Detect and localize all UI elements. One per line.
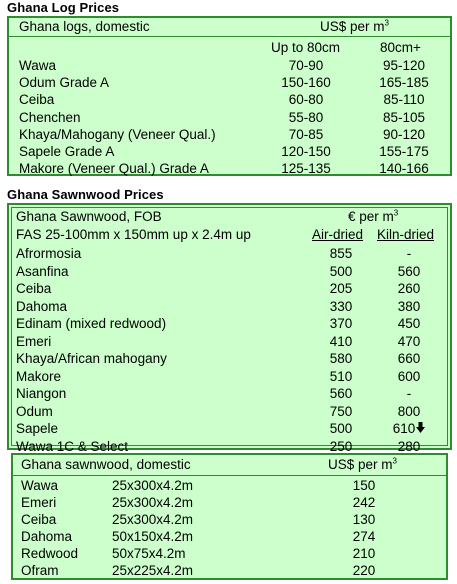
saw-col2-header: Kiln-dried: [377, 227, 435, 242]
saw-row-air: 580: [329, 351, 353, 366]
log-row-col2: 85-110: [383, 92, 425, 108]
saw-row-kiln-cell: [380, 368, 438, 386]
saw-row-kiln: 260: [397, 281, 421, 296]
saw-row-kiln: 560: [397, 263, 421, 279]
log-row: [9, 74, 450, 92]
saw-row-name: Edinam (mixed redwood): [16, 316, 167, 331]
log-row-col1: 70-90: [288, 58, 324, 73]
log-row-col1: 150-160: [281, 75, 331, 91]
saw-row-name: Makore: [16, 368, 62, 384]
saw-row-air: 855: [329, 246, 353, 261]
dom-row-price: 210: [352, 546, 376, 561]
log-row-name: Wawa: [19, 58, 57, 73]
saw-row-name: Emeri: [16, 333, 52, 349]
saw-row-air: 500: [329, 263, 353, 279]
saw-row-air: 250: [329, 438, 353, 454]
saw-row-kiln-cell: [380, 245, 438, 263]
saw-row-kiln-cell: [380, 333, 438, 351]
dom-header-row: [13, 456, 446, 474]
dom-row-price: 274: [352, 529, 376, 544]
saw-row-name: Sapele: [16, 421, 59, 436]
dom-row: [13, 528, 446, 546]
saw-row-air: 750: [329, 403, 353, 419]
dom-row-size: 25x300x4.2m: [112, 495, 194, 510]
dom-row-size: 25x225x4.2m: [112, 563, 194, 578]
saw-row-kiln-cell: [380, 403, 438, 421]
saw-col1-header: Air-dried: [312, 227, 364, 242]
dom-row: [13, 511, 446, 529]
saw-header-row: [12, 208, 447, 226]
log-header-row: [9, 18, 450, 36]
saw-row-air: 330: [329, 298, 353, 314]
log-row-col1: 125-135: [281, 161, 331, 177]
log-row-name: Khaya/Mahogany (Veneer Qual.): [19, 126, 216, 142]
saw-row-air: 370: [329, 316, 353, 331]
saw-row-name: Dahoma: [16, 298, 68, 314]
log-row-name: Ceiba: [19, 92, 55, 108]
log-header-label: Ghana logs, domestic: [19, 19, 150, 34]
dom-currency: US$ per $m^3$: [328, 456, 397, 472]
saw-spec-row: [12, 226, 447, 244]
saw-row-kiln-cell: [380, 315, 438, 333]
sawnwood-prices-title: Ghana Sawnwood Prices: [7, 187, 164, 202]
saw-row-kiln: 470: [397, 333, 421, 349]
dom-row-size: 25x300x4.2m: [112, 512, 194, 527]
log-col2-header: 80cm+: [380, 40, 421, 55]
dom-row-size: 50x150x4.2m: [112, 529, 194, 544]
saw-row-kiln: 450: [397, 316, 421, 331]
log-row-col2: 165-185: [379, 75, 429, 91]
saw-header-label: Ghana Sawnwood, FOB: [16, 209, 162, 224]
dom-row-name: Emeri: [21, 495, 57, 510]
saw-row-kiln-cell: [380, 350, 438, 368]
dom-row: [13, 545, 446, 563]
dom-row-name: Dahoma: [21, 529, 73, 544]
dom-header-label: Ghana sawnwood, domestic: [21, 457, 191, 472]
saw-row-kiln: 280: [397, 438, 421, 454]
dom-row-price: 220: [352, 563, 376, 578]
saw-row-kiln: 660: [397, 351, 421, 366]
saw-row: [12, 263, 447, 281]
saw-spec: FAS 25-100mm x 150mm up x 2.4m up: [16, 227, 251, 242]
saw-row: [12, 333, 447, 351]
saw-row: [12, 385, 447, 403]
sawnwood-prices-box: [7, 203, 452, 454]
saw-row-air: 510: [329, 368, 353, 384]
log-row-col2: 140-166: [379, 161, 429, 177]
dom-row-name: Ofram: [21, 563, 59, 578]
saw-row-kiln-cell: [380, 280, 438, 298]
log-row-name: Sapele Grade A: [19, 144, 115, 159]
dom-row: [13, 494, 446, 512]
dom-row: [13, 562, 446, 580]
log-row-col2: 85-105: [382, 109, 426, 125]
saw-row: [12, 315, 447, 333]
log-currency: US$ per $m^3$: [320, 18, 389, 34]
log-prices-title: Ghana Log Prices: [7, 0, 120, 15]
log-row-col2: 95-120: [382, 58, 426, 73]
log-row: [9, 143, 450, 161]
log-row: [9, 91, 450, 109]
saw-row-air: 205: [329, 281, 353, 296]
saw-row-kiln-cell: [380, 420, 438, 438]
log-row-name: Chenchen: [19, 109, 81, 125]
log-row-col2: 90-120: [382, 126, 426, 142]
saw-row: [12, 403, 447, 421]
saw-row-air: 410: [329, 333, 353, 349]
saw-row: [12, 420, 447, 438]
saw-row-kiln: 600: [397, 368, 421, 384]
log-row: [9, 126, 450, 144]
saw-row-name: Afrormosia: [16, 246, 82, 261]
log-col-header-row: [9, 39, 450, 57]
dom-row-name: Wawa: [21, 478, 59, 493]
log-row-col1: 120-150: [281, 144, 331, 159]
down-arrow-icon: [416, 420, 425, 438]
sawnwood-prices-table: [11, 207, 448, 454]
dom-row-price: 130: [352, 512, 376, 527]
saw-row-name: Khaya/African mahogany: [16, 351, 167, 366]
saw-row: [12, 280, 447, 298]
dom-row-size: 25x300x4.2m: [112, 478, 194, 493]
dom-row: [13, 477, 446, 495]
saw-row-kiln-cell: [380, 385, 438, 403]
saw-row-air: 560: [329, 386, 353, 401]
log-row-col1: 70-85: [288, 126, 324, 142]
dom-header-separator: [13, 475, 446, 476]
log-col1-header: Up to 80cm: [271, 40, 341, 55]
saw-row-name: Ceiba: [16, 281, 52, 296]
log-row-col2: 155-175: [379, 144, 429, 159]
saw-row-name: Asanfina: [16, 263, 69, 279]
saw-row-name: Wawa 1C & Select: [16, 438, 129, 454]
dom-row-size: 50x75x4.2m: [112, 546, 186, 561]
dom-row-price: 150: [352, 478, 376, 493]
saw-row: [12, 368, 447, 386]
saw-row-kiln: -: [406, 246, 412, 261]
saw-row: [12, 298, 447, 316]
saw-currency: € per $m^3$: [348, 208, 399, 224]
log-row: [9, 109, 450, 127]
saw-row-kiln: -: [406, 386, 412, 401]
saw-row-name: Niangon: [16, 386, 67, 401]
saw-row-kiln: 800: [397, 403, 421, 419]
saw-row: [12, 350, 447, 368]
dom-row-name: Ceiba: [21, 512, 57, 527]
log-header-separator: [9, 36, 450, 37]
saw-row-air: 500: [329, 421, 353, 436]
dom-row-price: 242: [352, 495, 376, 510]
log-row-col1: 55-80: [288, 109, 324, 125]
log-row-name: Odum Grade A: [19, 75, 110, 91]
log-row-col1: 60-80: [288, 92, 324, 108]
saw-row-kiln-cell: [380, 298, 438, 316]
saw-row-kiln: 610: [392, 421, 416, 436]
log-row: [9, 160, 450, 178]
saw-row-kiln: 380: [397, 298, 421, 314]
domestic-sawnwood-table: [11, 453, 448, 580]
saw-row-kiln-cell: [380, 263, 438, 281]
saw-row: [12, 245, 447, 263]
saw-row-name: Odum: [16, 403, 53, 419]
dom-row-name: Redwood: [21, 546, 79, 561]
log-prices-table: [7, 16, 452, 176]
log-row: [9, 57, 450, 75]
log-row-name: Makore (Veneer Qual.) Grade A: [19, 161, 209, 177]
